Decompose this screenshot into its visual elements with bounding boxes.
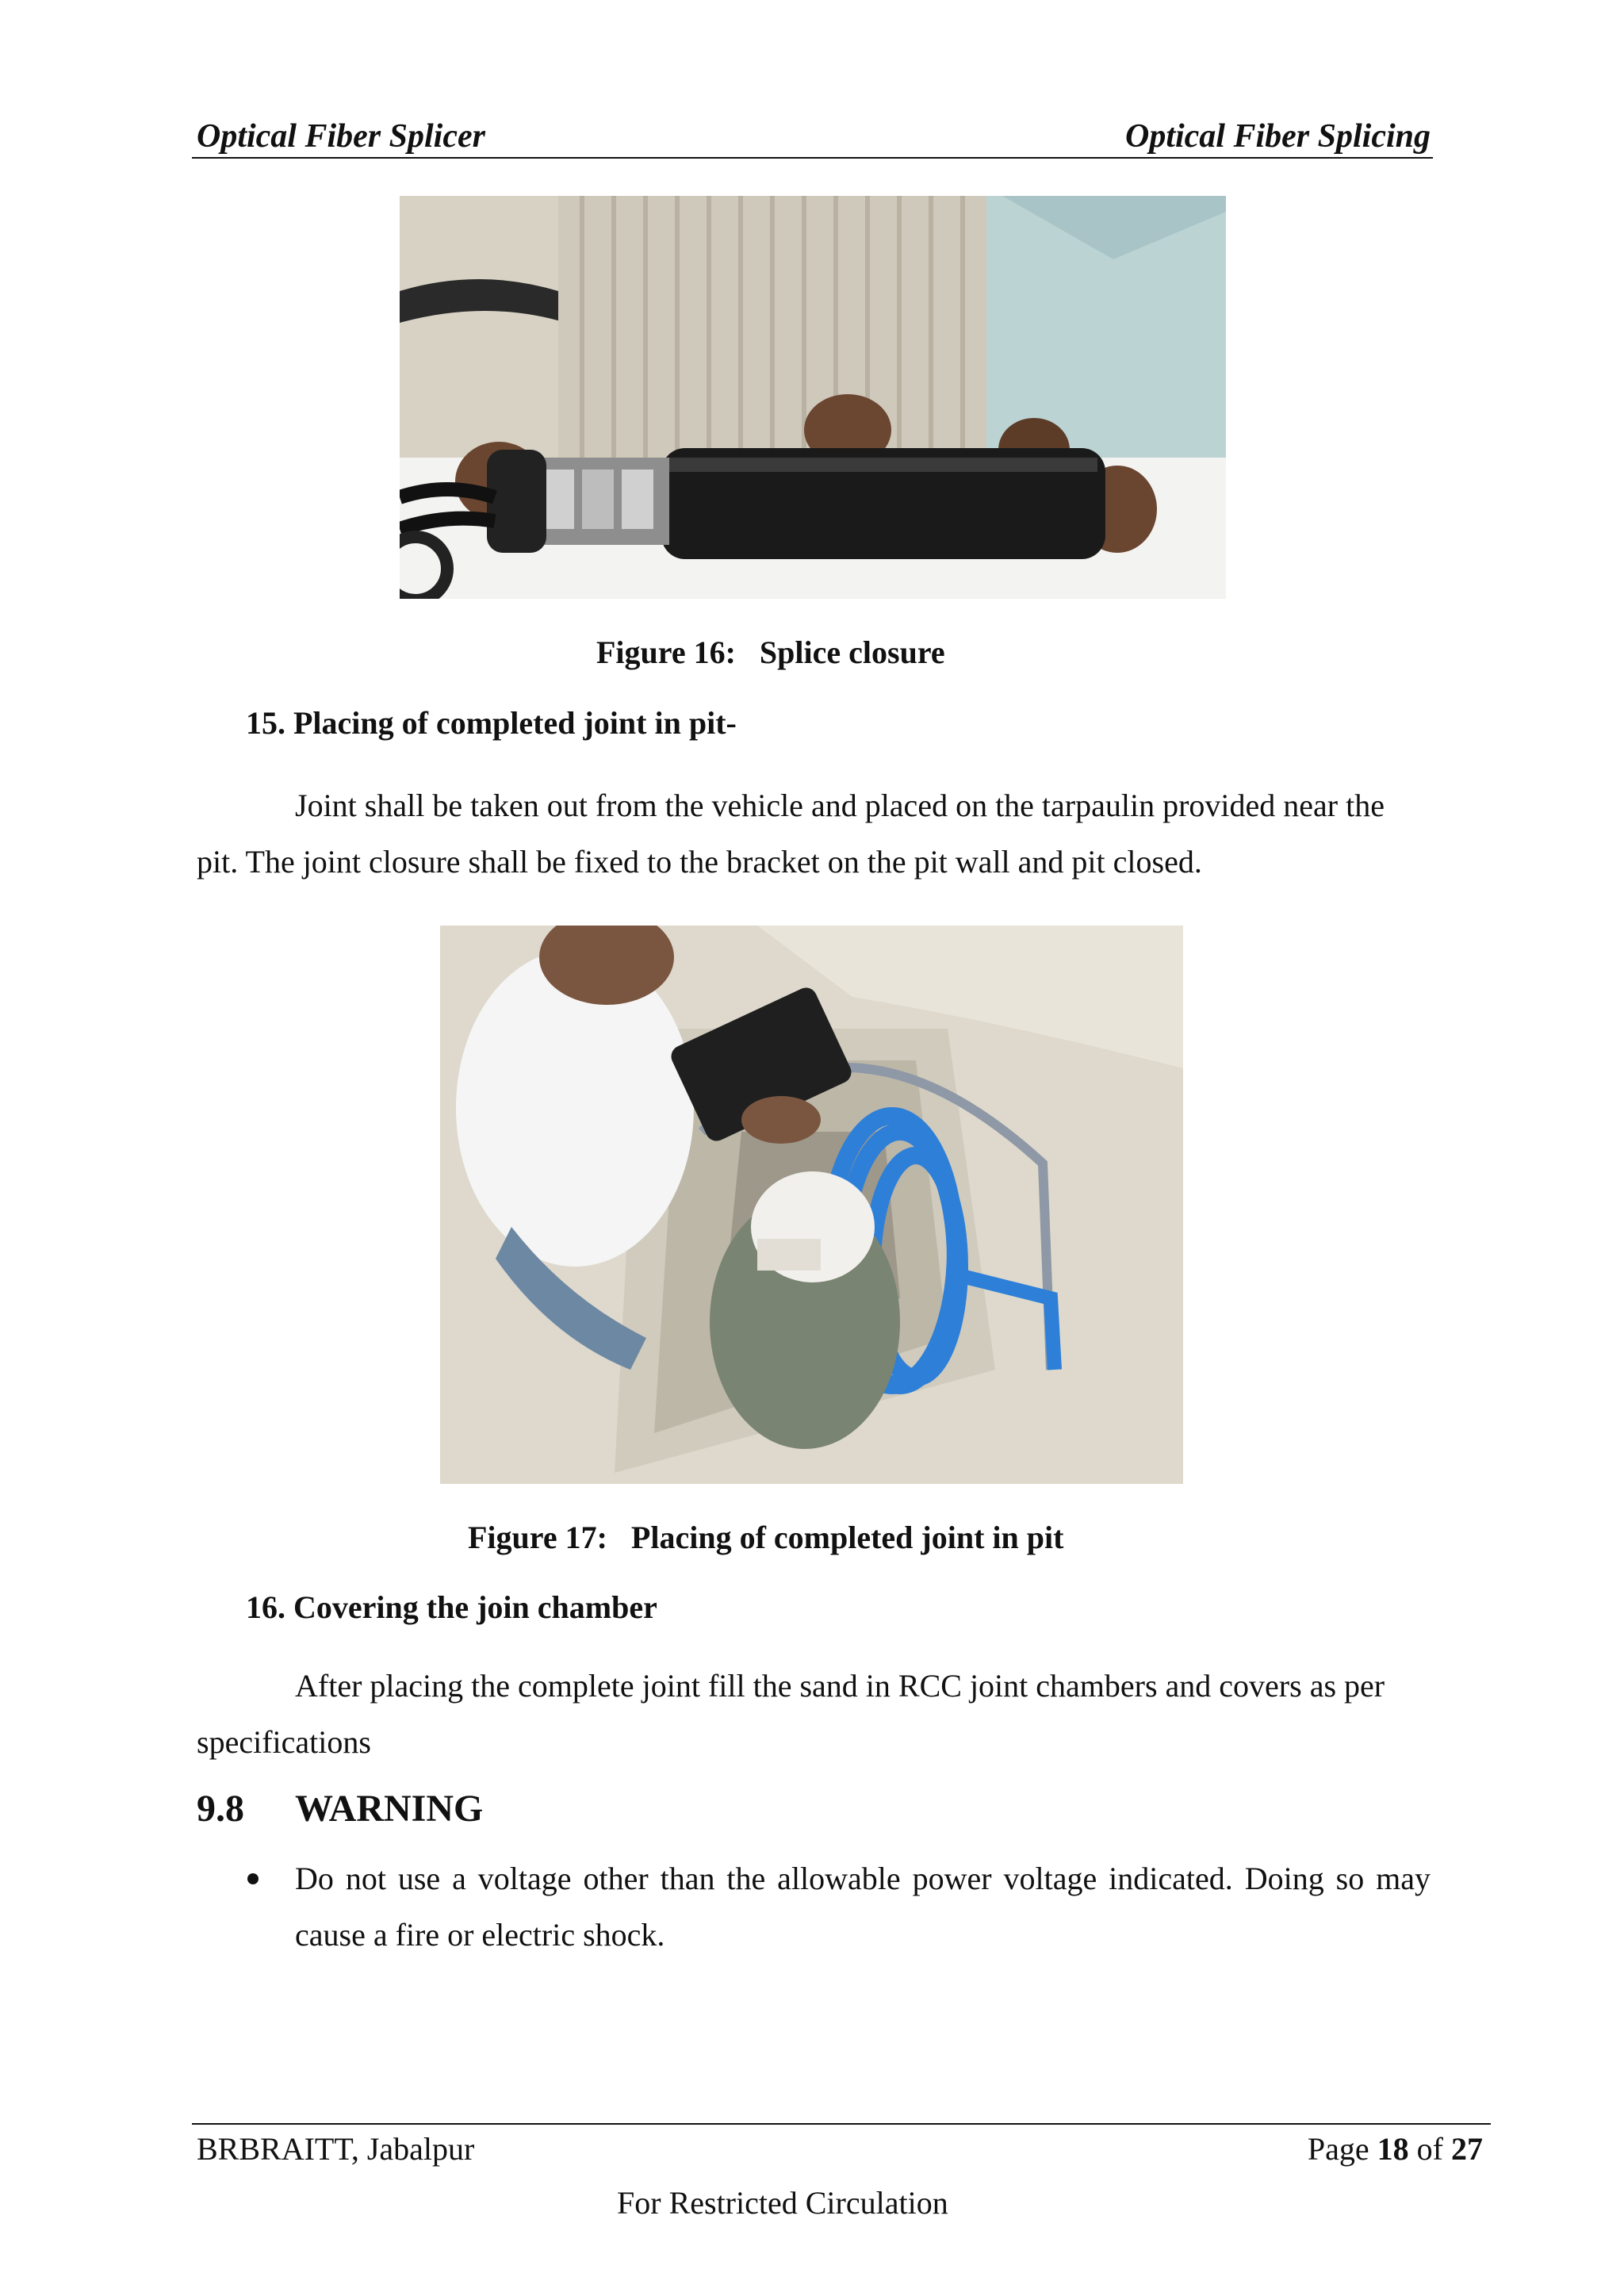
section-15-paragraph [197, 777, 1434, 890]
figure-17-caption [468, 1519, 1063, 1556]
section-16-text: After placing the complete joint fill the sand in RCC joint chambers and covers as per specifications [197, 1668, 1385, 1760]
section-16-heading: 16. Covering the join chamber [246, 1589, 657, 1625]
page-of: of [1416, 2131, 1443, 2167]
figure-16-caption [596, 634, 945, 671]
section-16-paragraph [197, 1658, 1434, 1770]
figure-17-pit-photo [440, 926, 1183, 1484]
figure-16-splice-closure-photo [400, 196, 1226, 599]
caption-title: Splice closure [759, 634, 945, 670]
header-document-title: Optical Fiber Splicer [197, 118, 485, 155]
section-15-text: Joint shall be taken out from the vehicle and placed on the tarpaulin provided near the pit. The joint closure shall be fixed to the bracket on the pit wall and pit closed. [197, 788, 1385, 880]
caption-label: Figure 16: [596, 634, 736, 670]
header-rule [192, 157, 1433, 159]
page-total: 27 [1451, 2131, 1483, 2167]
header-chapter-title: Optical Fiber Splicing [1124, 118, 1431, 155]
footer-page-number [1308, 2130, 1483, 2168]
bullet-icon [247, 1873, 259, 1884]
caption-label: Figure 17: [468, 1520, 607, 1555]
warning-bullet-item: Do not use a voltage other than the allowable power voltage indicated. Doing so may cause a fire or electric shock. [295, 1861, 1431, 1953]
footer-rule [192, 2123, 1491, 2125]
footer-institution: BRBRAITT, Jabalpur [197, 2131, 475, 2167]
page-current: 18 [1377, 2131, 1409, 2167]
section-15-heading: 15. Placing of completed joint in pit- [246, 705, 737, 741]
warning-section-number: 9.8 [197, 1788, 244, 1830]
page-word: Page [1307, 2131, 1369, 2167]
footer-circulation-note: For Restricted Circulation [617, 2185, 948, 2221]
caption-title: Placing of completed joint in pit [630, 1520, 1064, 1555]
warning-section-title: WARNING [295, 1788, 484, 1830]
